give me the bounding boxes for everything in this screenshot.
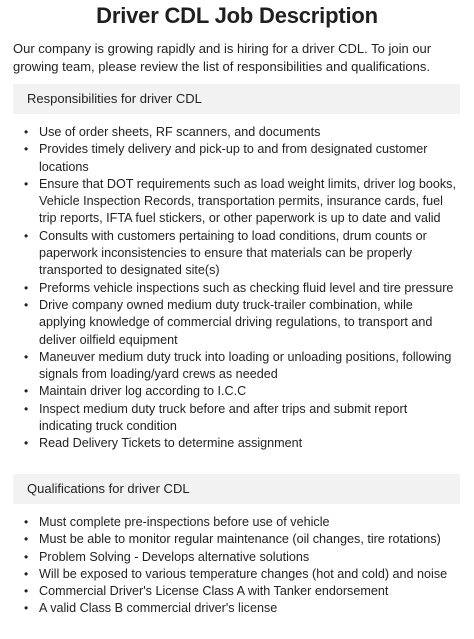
bullet-icon: • [24, 532, 29, 547]
list-item-text: Problem Solving - Develops alternative solutions [39, 549, 310, 564]
bullet-icon: • [24, 601, 29, 616]
bullet-icon: • [24, 297, 29, 312]
qualifications-header: Qualifications for driver CDL [13, 474, 460, 504]
list-item [13, 228, 463, 280]
list-item-text: Read Delivery Tickets to determine assignment [39, 436, 303, 451]
bullet-icon: • [24, 349, 29, 364]
list-item [13, 600, 463, 617]
bullet-icon: • [24, 142, 29, 157]
list-item [13, 297, 463, 349]
list-item-text: Inspect medium duty truck before and after trips and submit report indicating truck condition [39, 401, 408, 434]
bullet-icon: • [24, 384, 29, 399]
list-item [13, 383, 463, 400]
list-item [13, 549, 463, 566]
list-item-text: Consults with customers pertaining to load conditions, drum counts or paperwork inconsistencies to ensure that materials can be properly transported to designated site(s) [39, 228, 427, 278]
list-item-text: Commercial Driver's License Class A with Tanker endorsement [39, 584, 389, 599]
bullet-icon: • [24, 515, 29, 529]
bullet-icon: • [24, 436, 29, 451]
list-item [13, 401, 463, 436]
bullet-icon: • [24, 280, 29, 295]
bullet-icon: • [24, 584, 29, 599]
list-item-text: Must complete pre-inspections before use of vehicle [39, 515, 330, 529]
list-item [13, 566, 463, 583]
bullet-icon: • [24, 566, 29, 581]
list-item-text: Drive company owned medium duty truck-trailer combination, while applying knowledge of commercial driving regulations, to transport and deliver oilfield equipment [39, 297, 433, 347]
responsibilities-list [13, 124, 463, 453]
list-item-text: A valid Class B commercial driver's license [39, 601, 278, 616]
list-item-text: Maintain driver log according to I.C.C [39, 384, 247, 399]
list-item-text: Maneuver medium duty truck into loading or unloading positions, following signals from loading/yard crews as needed [39, 349, 452, 382]
bullet-icon: • [24, 549, 29, 564]
bullet-icon: • [24, 176, 29, 191]
page-title: Driver CDL Job Description [96, 3, 378, 28]
bullet-icon: • [24, 228, 29, 243]
list-item [13, 514, 463, 531]
list-item-text: Preforms vehicle inspections such as checking fluid level and tire pressure [39, 280, 454, 295]
intro-paragraph: Our company is growing rapidly and is hiring for a driver CDL. To join our growing team, please review the list of responsibilities and qualifications. [13, 41, 432, 74]
responsibilities-header: Responsibilities for driver CDL [13, 84, 460, 114]
bullet-icon: • [24, 401, 29, 416]
list-item [13, 435, 463, 452]
list-item [13, 124, 463, 141]
list-item [13, 280, 463, 297]
list-item-text: Ensure that DOT requirements such as load weight limits, driver log books, Vehicle Inspection Records, transportation permits, insurance cards, fuel trip reports, IFTA fuel stickers, or other paperwork is up to date and valid [39, 176, 456, 226]
list-item-text: Must be able to monitor regular maintenance (oil changes, tire rotations) [39, 532, 441, 547]
list-item [13, 349, 463, 384]
list-item [13, 531, 463, 548]
list-item [13, 176, 463, 228]
bullet-icon: • [24, 125, 29, 139]
list-item [13, 583, 463, 600]
list-item-text: Will be exposed to various temperature changes (hot and cold) and noise [39, 566, 448, 581]
qualifications-list [13, 514, 463, 618]
list-item-text: Provides timely delivery and pick-up to and from designated customer locations [39, 142, 428, 174]
list-item [13, 141, 463, 176]
list-item-text: Use of order sheets, RF scanners, and documents [39, 125, 321, 139]
